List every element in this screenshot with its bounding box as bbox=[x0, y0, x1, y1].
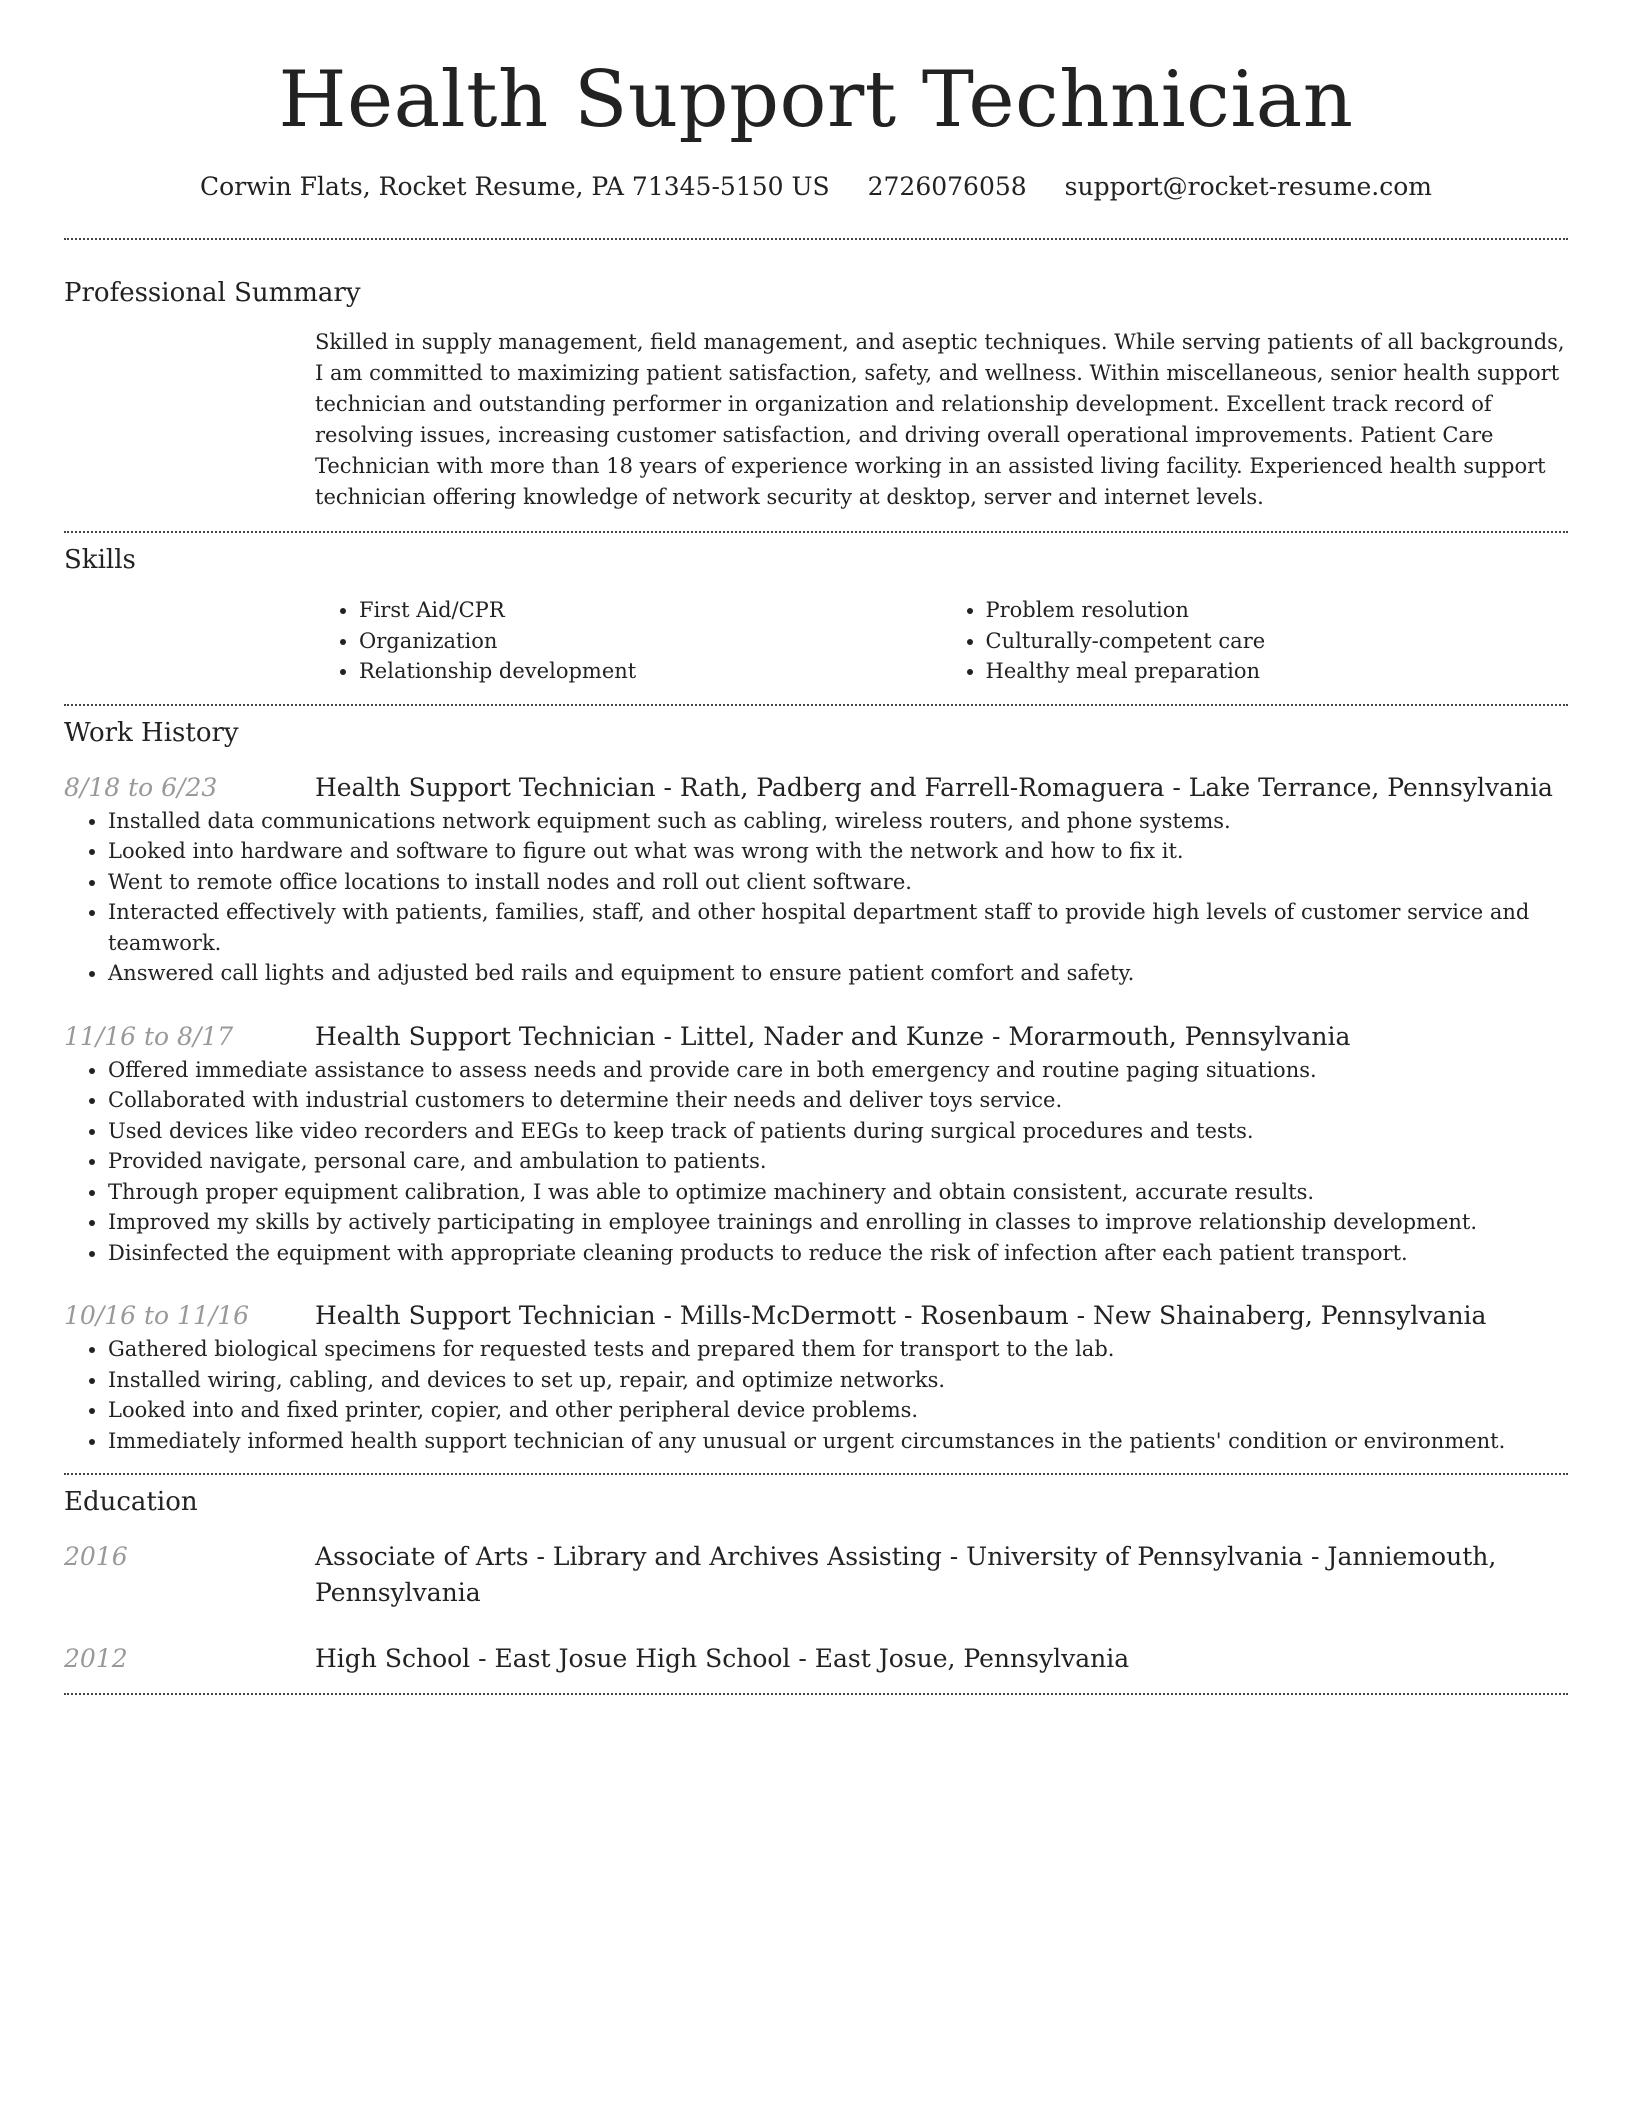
divider bbox=[64, 704, 1568, 706]
job-bullet: • Answered call lights and adjusted bed rails and equipment to ensure patient comfort and safety. bbox=[108, 958, 1568, 989]
education-heading: Education bbox=[64, 1487, 198, 1517]
job-bullet: • Provided navigate, personal care, and ambulation to patients. bbox=[108, 1146, 1568, 1177]
job-entry bbox=[64, 770, 1568, 989]
skills-heading: Skills bbox=[64, 545, 136, 575]
contact-email: support@rocket-resume.com bbox=[1064, 172, 1432, 201]
divider bbox=[64, 1473, 1568, 1475]
job-bullet: • Improved my skills by actively participating in employee trainings and enrolling in classes to improve relationship development. bbox=[108, 1207, 1568, 1238]
job-header bbox=[64, 1298, 1568, 1334]
job-bullets bbox=[64, 1055, 1568, 1269]
job-bullet: • Through proper equipment calibration, I was able to optimize machinery and obtain consistent, accurate results. bbox=[108, 1177, 1568, 1208]
education-year: 2016 bbox=[64, 1542, 128, 1571]
job-dates: 10/16 to 11/16 bbox=[64, 1301, 250, 1330]
divider bbox=[64, 1693, 1568, 1695]
contact-info bbox=[64, 170, 1568, 204]
job-dates: 11/16 to 8/17 bbox=[64, 1021, 234, 1051]
job-bullets bbox=[64, 1334, 1568, 1456]
skills-grid bbox=[315, 595, 1568, 687]
contact-address: Corwin Flats, Rocket Resume, PA 71345-5150 US bbox=[200, 172, 830, 201]
job-bullet: • Gathered biological specimens for requested tests and prepared them for transport to the lab. bbox=[108, 1334, 1568, 1365]
job-entry bbox=[64, 1298, 1568, 1456]
divider bbox=[64, 531, 1568, 533]
skill-item: • Culturally-competent care bbox=[986, 626, 1569, 657]
education-detail: High School - East Josue High School - East Josue, Pennsylvania bbox=[315, 1644, 1130, 1673]
education-section bbox=[64, 1485, 1568, 1677]
skill-item: • Healthy meal preparation bbox=[986, 656, 1569, 687]
skills-list-left bbox=[315, 595, 942, 687]
job-title: Health Support Technician - Mills-McDermott - Rosenbaum - New Shainaberg, Pennsylvania bbox=[315, 1301, 1487, 1330]
skill-item: • First Aid/CPR bbox=[359, 595, 942, 626]
job-bullet: • Installed data communications network equipment such as cabling, wireless routers, and phone systems. bbox=[108, 806, 1568, 837]
education-year: 2012 bbox=[64, 1644, 128, 1673]
skills-section bbox=[64, 543, 1568, 687]
work-history-heading: Work History bbox=[64, 717, 239, 748]
skill-item: • Organization bbox=[359, 626, 942, 657]
contact-phone: 2726076058 bbox=[867, 172, 1027, 201]
job-bullet: • Installed wiring, cabling, and devices to set up, repair, and optimize networks. bbox=[108, 1365, 1568, 1396]
summary-text: Skilled in supply management, field management, and aseptic techniques. While serving patients of all backgrounds, I am committed to maximizing patient satisfaction, safety, and wellness. Within miscellaneous, senior health support technician and outstanding performer in organization and relationship development. Excellent track record of resolving issues, increasing customer satisfaction, and driving overall operational improvements. Patient Care Technician with more than 18 years of experience working in an assisted living facility. Experienced health support technician offering knowledge of network security at desktop, server and internet levels. bbox=[315, 330, 1565, 509]
skill-item: • Relationship development bbox=[359, 656, 942, 687]
job-bullet: • Collaborated with industrial customers to determine their needs and deliver toys service. bbox=[108, 1085, 1568, 1116]
job-bullets bbox=[64, 806, 1568, 989]
job-bullet: • Went to remote office locations to install nodes and roll out client software. bbox=[108, 867, 1568, 898]
education-entry bbox=[64, 1539, 1568, 1611]
job-title: Health Support Technician - Rath, Padberg and Farrell-Romaguera - Lake Terrance, Pennsylvania bbox=[315, 772, 1553, 802]
divider bbox=[64, 238, 1568, 240]
job-bullet: • Looked into and fixed printer, copier, and other peripheral device problems. bbox=[108, 1395, 1568, 1426]
job-bullet: • Used devices like video recorders and EEGs to keep track of patients during surgical procedures and tests. bbox=[108, 1116, 1568, 1147]
education-detail: Associate of Arts - Library and Archives Assisting - University of Pennsylvania - Janniemouth, Pennsylvania bbox=[315, 1542, 1497, 1607]
summary-heading: Professional Summary bbox=[64, 278, 361, 308]
job-bullet: • Looked into hardware and software to figure out what was wrong with the network and how to fix it. bbox=[108, 836, 1568, 867]
resume-header bbox=[64, 0, 1568, 204]
job-entry bbox=[64, 1019, 1568, 1269]
work-history-section bbox=[64, 716, 1568, 1457]
job-header bbox=[64, 1019, 1568, 1055]
job-bullet: • Disinfected the equipment with appropriate cleaning products to reduce the risk of infection after each patient transport. bbox=[108, 1238, 1568, 1269]
job-bullet: • Interacted effectively with patients, families, staff, and other hospital department staff to provide high levels of customer service and teamwork. bbox=[108, 897, 1568, 958]
job-header bbox=[64, 770, 1568, 806]
candidate-name: Health Support Technician bbox=[278, 55, 1354, 145]
job-title: Health Support Technician - Littel, Nader and Kunze - Morarmouth, Pennsylvania bbox=[315, 1021, 1351, 1051]
summary-section bbox=[64, 276, 1568, 513]
resume-page bbox=[64, 0, 1568, 1695]
summary-content bbox=[315, 327, 1568, 513]
job-bullet: • Offered immediate assistance to assess needs and provide care in both emergency and routine paging situations. bbox=[108, 1055, 1568, 1086]
job-bullet: • Immediately informed health support technician of any unusual or urgent circumstances in the patients' condition or environment. bbox=[108, 1426, 1568, 1457]
skills-list-right bbox=[942, 595, 1569, 687]
skill-item: • Problem resolution bbox=[986, 595, 1569, 626]
education-entry bbox=[64, 1641, 1568, 1677]
job-dates: 8/18 to 6/23 bbox=[64, 772, 218, 802]
